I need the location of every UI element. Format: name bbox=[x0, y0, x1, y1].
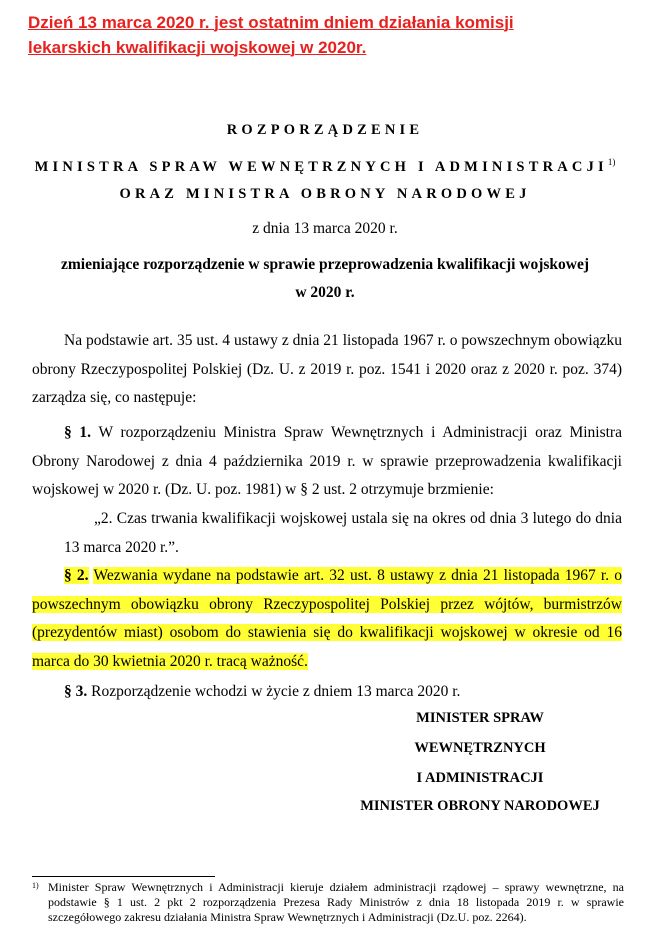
section-1-text: W rozporządzeniu Ministra Spraw Wewnętrznych i Administracji oraz Ministra Obrony Narodowej z dnia 4 października 2019 r. w sprawie przeprowadzenia kwalifikacji wojskowej w 2020 r. (Dz. U. poz. 1981) w § 2 ust. 2 otrzymuje brzmienie: bbox=[32, 424, 622, 498]
section-3-mark: § 3. bbox=[64, 683, 88, 700]
section-1-paragraph bbox=[32, 419, 622, 505]
footnote-reference[interactable]: 1) bbox=[607, 157, 616, 167]
headline-notice: Dzień 13 marca 2020 r. jest ostatnim dniem działania komisji lekarskich kwalifikacji wojskowej w 2020r. bbox=[28, 13, 514, 57]
document-date: z dnia 13 marca 2020 r. bbox=[252, 220, 398, 237]
section-2-mark: § 2. bbox=[64, 567, 89, 584]
section-3-text: Rozporządzenie wchodzi w życie z dniem 13 marca 2020 r. bbox=[91, 683, 461, 700]
document-type-title: ROZPORZĄDZENIE bbox=[226, 122, 424, 138]
document-subject-line-1: zmieniające rozporządzenie w sprawie przeprowadzenia kwalifikacji wojskowej bbox=[60, 256, 590, 273]
section-2-paragraph bbox=[32, 562, 622, 676]
document-subject-line-2: w 2020 r. bbox=[295, 284, 355, 301]
footnote-divider bbox=[32, 876, 215, 877]
footnote-text: Minister Spraw Wewnętrznych i Administracji kieruje działem administracji rządowej – sprawy wewnętrzne, na podstawie § 1 ust. 2 pkt 2 rozporządzenia Prezesa Rady Ministrów z dnia 18 listopada 2019 r. w sprawie szczegółowego zakresu działania Ministra Spraw Wewnętrznych i Administracji (Dz.U. poz. 2264). bbox=[48, 880, 624, 924]
signature-minister-defence: MINISTER OBRONY NARODOWEJ bbox=[360, 798, 600, 814]
section-1-quote: „2. Czas trwania kwalifikacji wojskowej ustala się na okres od dnia 3 lutego do dnia 13 marca 2020 r.”. bbox=[64, 510, 622, 556]
section-1-mark: § 1. bbox=[64, 424, 92, 441]
authority-line-2: ORAZ MINISTRA OBRONY NARODOWEJ bbox=[119, 186, 531, 202]
signature-minister-interior: MINISTER SPRAW WEWNĘTRZNYCH I ADMINISTRACJI bbox=[414, 710, 546, 786]
footnote bbox=[32, 880, 624, 925]
section-2-text-highlighted: Wezwania wydane na podstawie art. 32 ust. 8 ustawy z dnia 21 listopada 1967 r. o powszechnym obowiązku obrony Rzeczypospolitej Polskiej przez wójtów, burmistrzów (prezydentów miast) osobom do stawienia się do kwalifikacji wojskowej w okresie od 16 marca do 30 kwietnia 2020 r. tracą ważność. bbox=[32, 567, 622, 670]
authority-line-1: MINISTRA SPRAW WEWNĘTRZNYCH I ADMINISTRACJI$^{1)}$ bbox=[34, 157, 616, 175]
footnote-mark: 1) bbox=[32, 881, 39, 890]
preamble-paragraph: Na podstawie art. 35 ust. 4 ustawy z dnia 21 listopada 1967 r. o powszechnym obowiązku obrony Rzeczypospolitej Polskiej (Dz. U. z 2019 r. poz. 1541 i 2020 oraz z 2020 r. poz. 374) zarządza się, co następuje: bbox=[32, 332, 622, 406]
